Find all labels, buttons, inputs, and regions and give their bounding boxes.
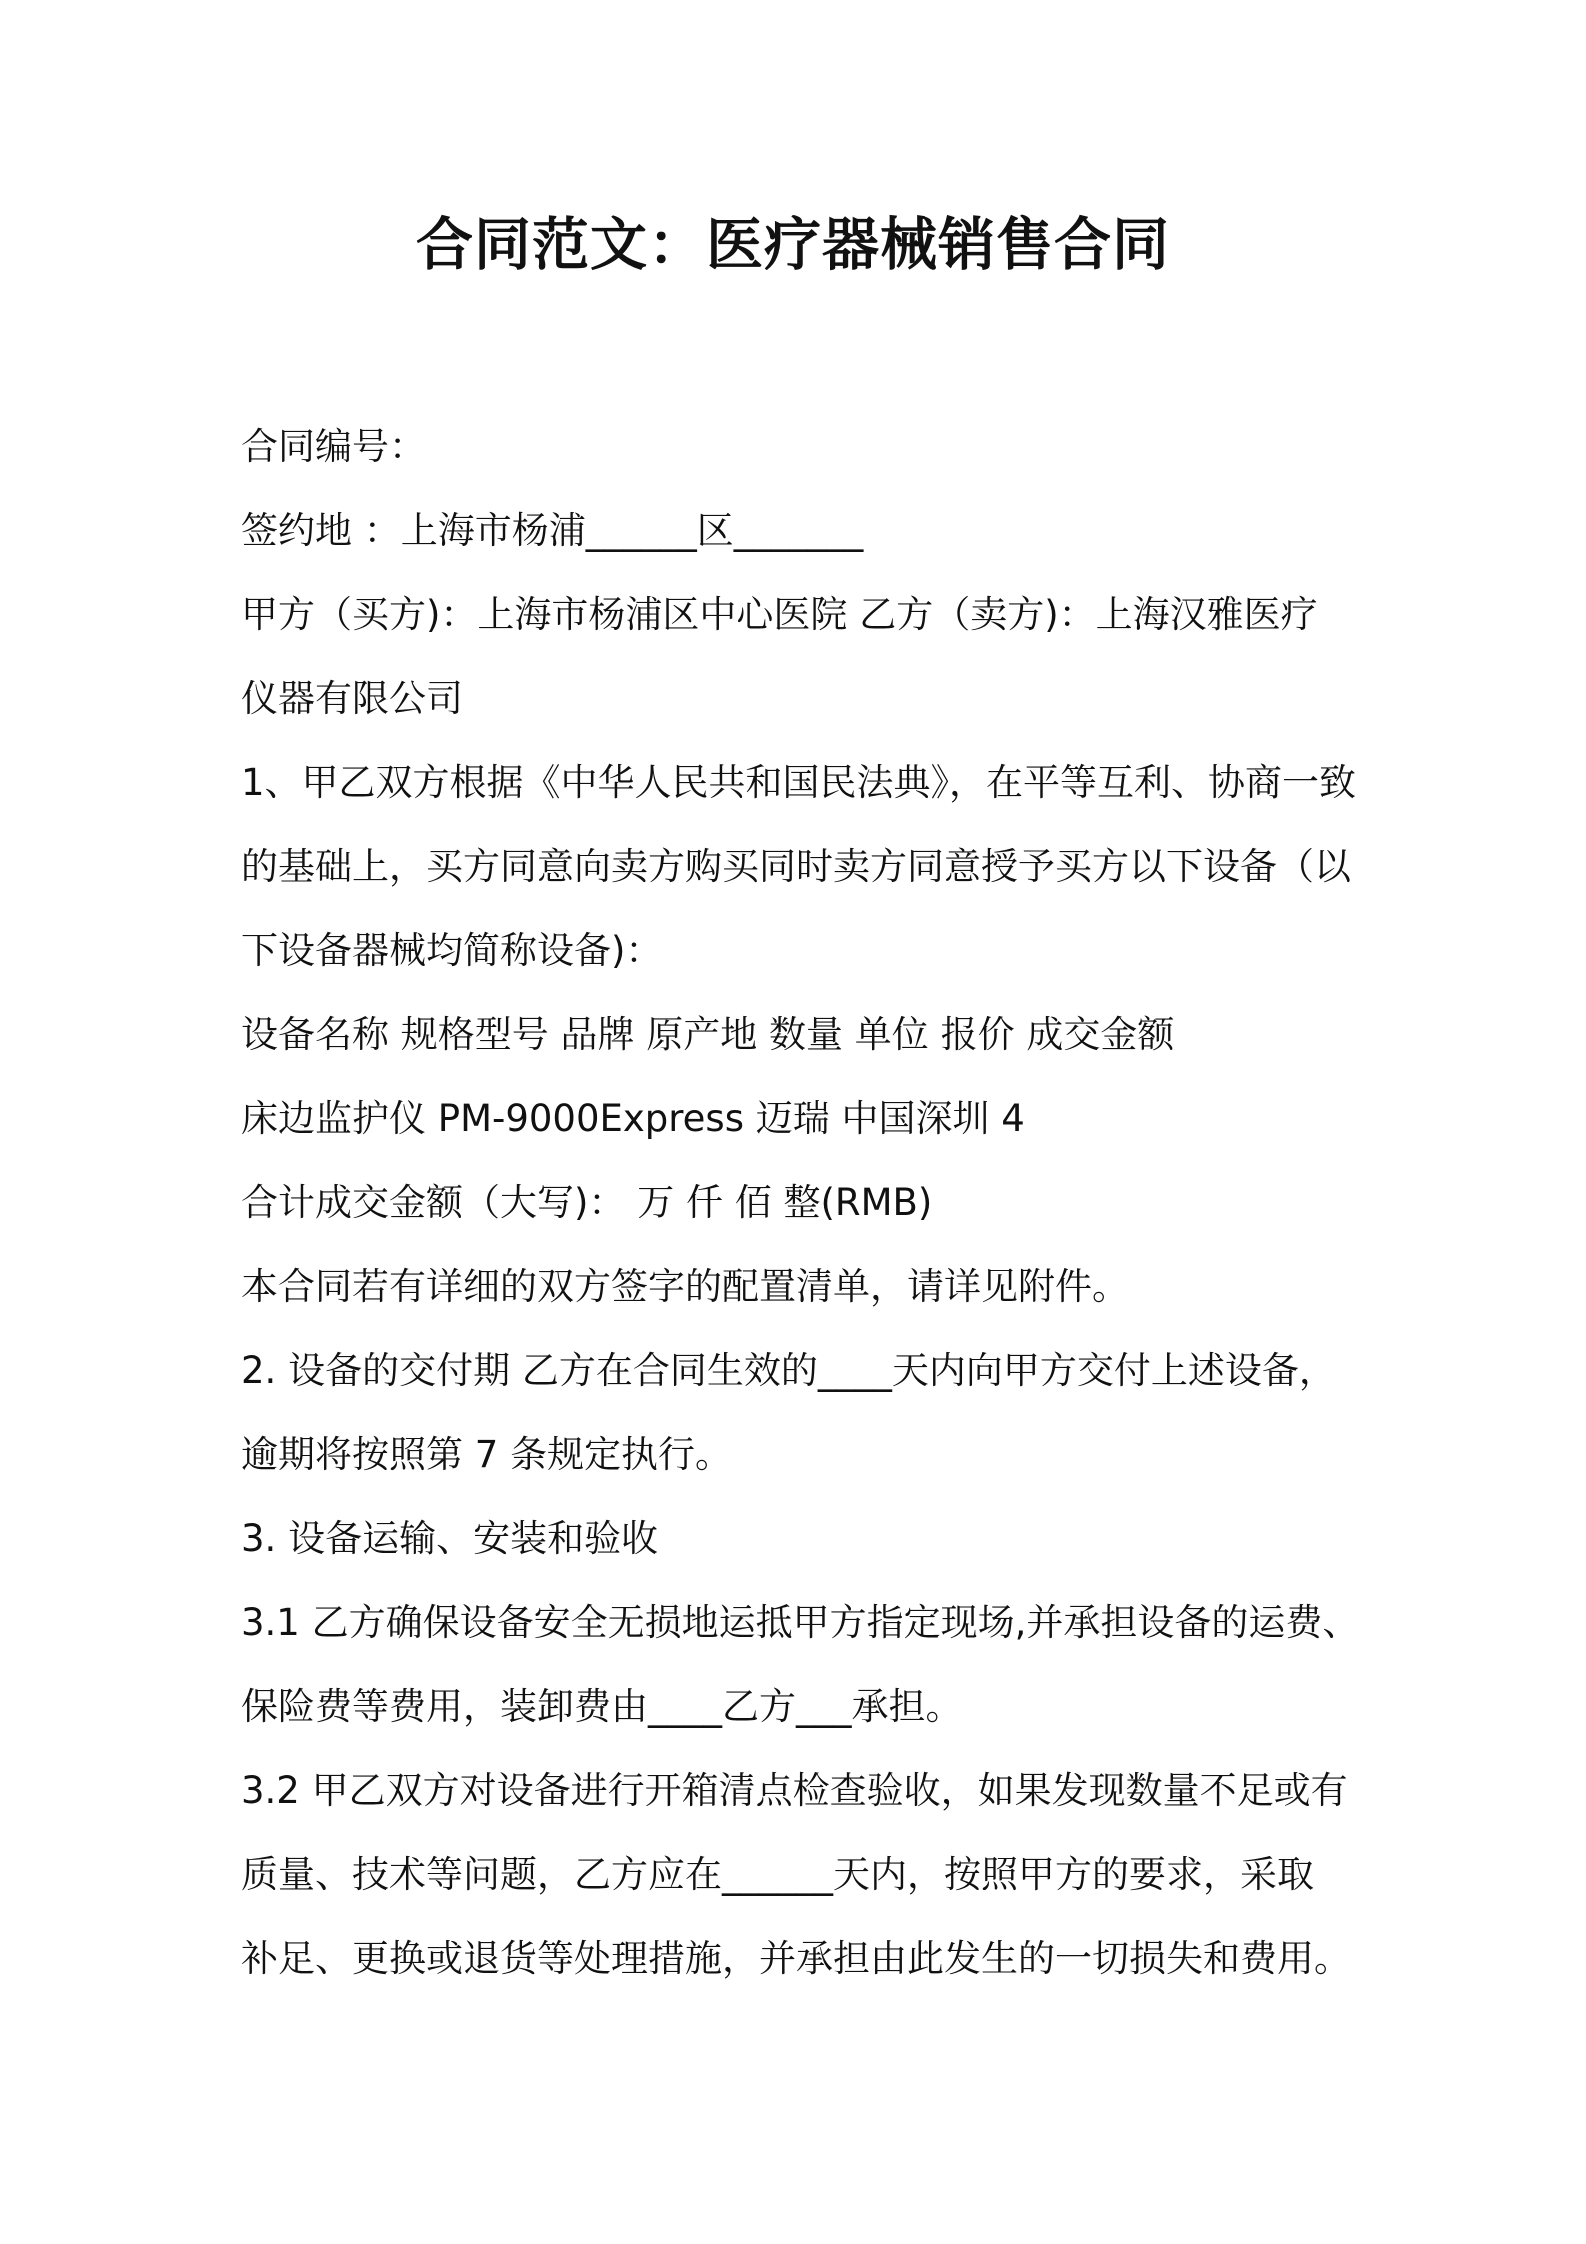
attachment-note-line: 本合同若有详细的双方签字的配置清单，请详见附件。 (241, 1265, 1129, 1308)
clause-1-line-3: 下设备器械均简称设备)： (241, 929, 663, 972)
clause-2-line-1: 2. 设备的交付期 乙方在合同生效的____天内向甲方交付上述设备， (241, 1349, 1336, 1392)
contract-body (241, 405, 1361, 2001)
clause-1-line-2: 的基础上，买方同意向卖方购买同时卖方同意授予买方以下设备（以 (241, 845, 1351, 888)
clause-3-2-line-3: 补足、更换或退货等处理措施，并承担由此发生的一切损失和费用。 (241, 1937, 1351, 1980)
clause-3-2-line-2: 质量、技术等问题，乙方应在______天内，按照甲方的要求，采取 (241, 1853, 1314, 1896)
equipment-table-row: 床边监护仪 PM-9000Express 迈瑞 中国深圳 4 (241, 1097, 1025, 1140)
clause-3-heading: 3. 设备运输、安装和验收 (241, 1517, 659, 1560)
total-amount-line: 合计成交金额（大写)： 万 仟 佰 整(RMB) (241, 1181, 933, 1224)
clause-3-1-line-1: 3.1 乙方确保设备安全无损地运抵甲方指定现场,并承担设备的运费、 (241, 1601, 1360, 1644)
clause-3-2-line-1: 3.2 甲乙双方对设备进行开箱清点检查验收，如果发现数量不足或有 (241, 1769, 1348, 1812)
clause-3-1-line-2: 保险费等费用，装卸费由____乙方___承担。 (241, 1685, 963, 1728)
parties-line-cont: 仪器有限公司 (241, 677, 463, 720)
clause-2-line-2: 逾期将按照第 7 条规定执行。 (241, 1433, 733, 1476)
document-title: 合同范文：医疗器械销售合同 (416, 212, 1170, 278)
clause-1-line-1: 1、甲乙双方根据《中华人民共和国民法典》，在平等互利、协商一致 (241, 761, 1357, 804)
contract-number-line: 合同编号： (241, 425, 426, 468)
parties-line: 甲方（买方)：上海市杨浦区中心医院 乙方（卖方)：上海汉雅医疗 (241, 593, 1318, 636)
equipment-table-header: 设备名称 规格型号 品牌 原产地 数量 单位 报价 成交金额 (241, 1013, 1175, 1056)
signing-place-line: 签约地 ：上海市杨浦______区_______ (241, 509, 864, 552)
